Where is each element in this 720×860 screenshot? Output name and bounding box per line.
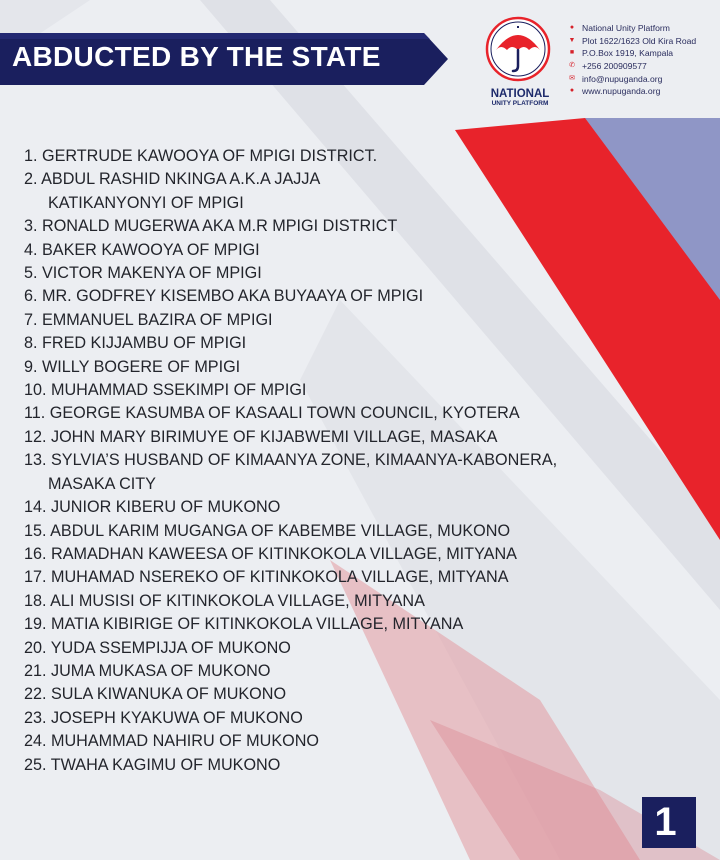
list-item-text: 14. JUNIOR KIBERU OF MUKONO bbox=[24, 498, 281, 517]
list-item bbox=[24, 356, 557, 379]
list-item-text: 23. JOSEPH KYAKUWA OF MUKONO bbox=[24, 708, 303, 727]
list-item bbox=[24, 262, 557, 285]
mailbox-icon: ■ bbox=[569, 49, 575, 57]
contact-item-address bbox=[567, 35, 696, 48]
email-icon: ✉ bbox=[569, 74, 575, 82]
list-item-text: 11. GEORGE KASUMBA OF KASAALI TOWN COUNCIL, KYOTERA bbox=[24, 404, 520, 423]
list-item bbox=[24, 660, 557, 683]
list-item-text: 21. JUMA MUKASA OF MUKONO bbox=[24, 661, 271, 680]
page-number: 1 bbox=[654, 800, 677, 844]
list-item-text: 4. BAKER KAWOOYA OF MPIGI bbox=[24, 240, 260, 259]
list-item bbox=[24, 285, 557, 308]
list-item-text: 12. JOHN MARY BIRIMUYE OF KIJABWEMI VILLAGE, MASAKA bbox=[24, 427, 498, 446]
contact-item-pobox bbox=[567, 47, 696, 60]
contact-item-phone bbox=[567, 60, 696, 73]
list-item-text: 2. ABDUL RASHID NKINGA A.K.A JAJJA bbox=[24, 170, 321, 189]
umbrella-logo-icon bbox=[480, 14, 560, 86]
list-item bbox=[24, 402, 557, 425]
list-item bbox=[24, 730, 557, 753]
contact-info-list bbox=[567, 22, 696, 98]
list-item bbox=[24, 707, 557, 730]
list-item bbox=[24, 754, 557, 777]
party-logo bbox=[480, 14, 560, 114]
logo-subtitle: UNITY PLATFORM bbox=[491, 100, 549, 107]
list-item-text: 15. ABDUL KARIM MUGANGA OF KABEMBE VILLAGE, MUKONO bbox=[24, 521, 511, 540]
list-item bbox=[24, 426, 557, 449]
list-item-text: 6. MR. GODFREY KISEMBO AKA BUYAAYA OF MPIGI bbox=[24, 287, 424, 306]
contact-org-text: National Unity Platform bbox=[582, 23, 670, 34]
list-item-text: 19. MATIA KIBIRIGE OF KITINKOKOLA VILLAGE, MITYANA bbox=[24, 615, 464, 634]
list-item bbox=[24, 613, 557, 636]
page-title: ABDUCTED BY THE STATE bbox=[12, 41, 381, 72]
list-item-text: 25. TWAHA KAGIMU OF MUKONO bbox=[24, 755, 281, 774]
phone-icon: ✆ bbox=[569, 62, 575, 70]
list-item bbox=[24, 637, 557, 660]
page-number-badge bbox=[642, 797, 689, 848]
contact-address-text: Plot 1622/1623 Old Kira Road bbox=[582, 35, 697, 46]
list-item bbox=[24, 590, 557, 613]
contact-email-text: info@nupuganda.org bbox=[582, 73, 663, 84]
list-item bbox=[24, 566, 557, 589]
list-item bbox=[24, 449, 557, 496]
contact-website-text: www.nupuganda.org bbox=[582, 86, 661, 97]
list-item-text: 16. RAMADHAN KAWEESA OF KITINKOKOLA VILLAGE, MITYANA bbox=[24, 544, 517, 563]
list-item-text: 3. RONALD MUGERWA AKA M.R MPIGI DISTRICT bbox=[24, 217, 398, 236]
list-item-text: 9. WILLY BOGERE OF MPIGI bbox=[24, 357, 241, 376]
list-item bbox=[24, 683, 557, 706]
page-badge-accent bbox=[689, 797, 696, 848]
contact-item-email bbox=[567, 72, 696, 85]
list-item bbox=[24, 496, 557, 519]
globe-icon: ● bbox=[569, 87, 575, 95]
check-circle-icon: ● bbox=[569, 24, 575, 32]
list-item bbox=[24, 145, 557, 168]
contact-item-org bbox=[567, 22, 696, 35]
list-item bbox=[24, 520, 557, 543]
list-item-text: 1. GERTRUDE KAWOOYA OF MPIGI DISTRICT. bbox=[24, 147, 378, 165]
list-item bbox=[24, 379, 557, 402]
list-item bbox=[24, 239, 557, 262]
contact-phone-text: +256 200909577 bbox=[582, 61, 647, 72]
list-item-text: 22. SULA KIWANUKA OF MUKONO bbox=[24, 685, 287, 704]
list-item-text: 17. MUHAMAD NSEREKO OF KITINKOKOLA VILLAGE, MITYANA bbox=[24, 568, 509, 587]
list-item bbox=[24, 543, 557, 566]
list-item bbox=[24, 332, 557, 355]
list-item-text: 18. ALI MUSISI OF KITINKOKOLA VILLAGE, MITYANA bbox=[24, 591, 425, 610]
list-item bbox=[24, 215, 557, 238]
location-pin-icon: ▼ bbox=[568, 36, 576, 44]
list-item-text: 10. MUHAMMAD SSEKIMPI OF MPIGI bbox=[24, 381, 307, 400]
list-item bbox=[24, 168, 557, 215]
list-item-text: 5. VICTOR MAKENYA OF MPIGI bbox=[24, 264, 262, 283]
logo-wordmark: NATIONAL bbox=[490, 88, 550, 100]
abducted-names-list bbox=[24, 145, 557, 777]
list-item-continuation: MASAKA CITY bbox=[48, 474, 156, 493]
title-banner bbox=[0, 33, 448, 85]
contact-pobox-text: P.O.Box 1919, Kampala bbox=[582, 48, 674, 59]
contact-item-website bbox=[567, 85, 696, 98]
list-item-text: 24. MUHAMMAD NAHIRU OF MUKONO bbox=[24, 732, 319, 751]
list-item bbox=[24, 309, 557, 332]
list-item-continuation: KATIKANYONYI OF MPIGI bbox=[48, 193, 244, 212]
list-item-text: 13. SYLVIA’S HUSBAND OF KIMAANYA ZONE, KIMAANYA-KABONERA, bbox=[24, 451, 558, 470]
list-item-text: 7. EMMANUEL BAZIRA OF MPIGI bbox=[24, 310, 273, 329]
list-item-text: 8. FRED KIJJAMBU OF MPIGI bbox=[24, 334, 247, 353]
list-item-text: 20. YUDA SSEMPIJJA OF MUKONO bbox=[24, 638, 291, 657]
